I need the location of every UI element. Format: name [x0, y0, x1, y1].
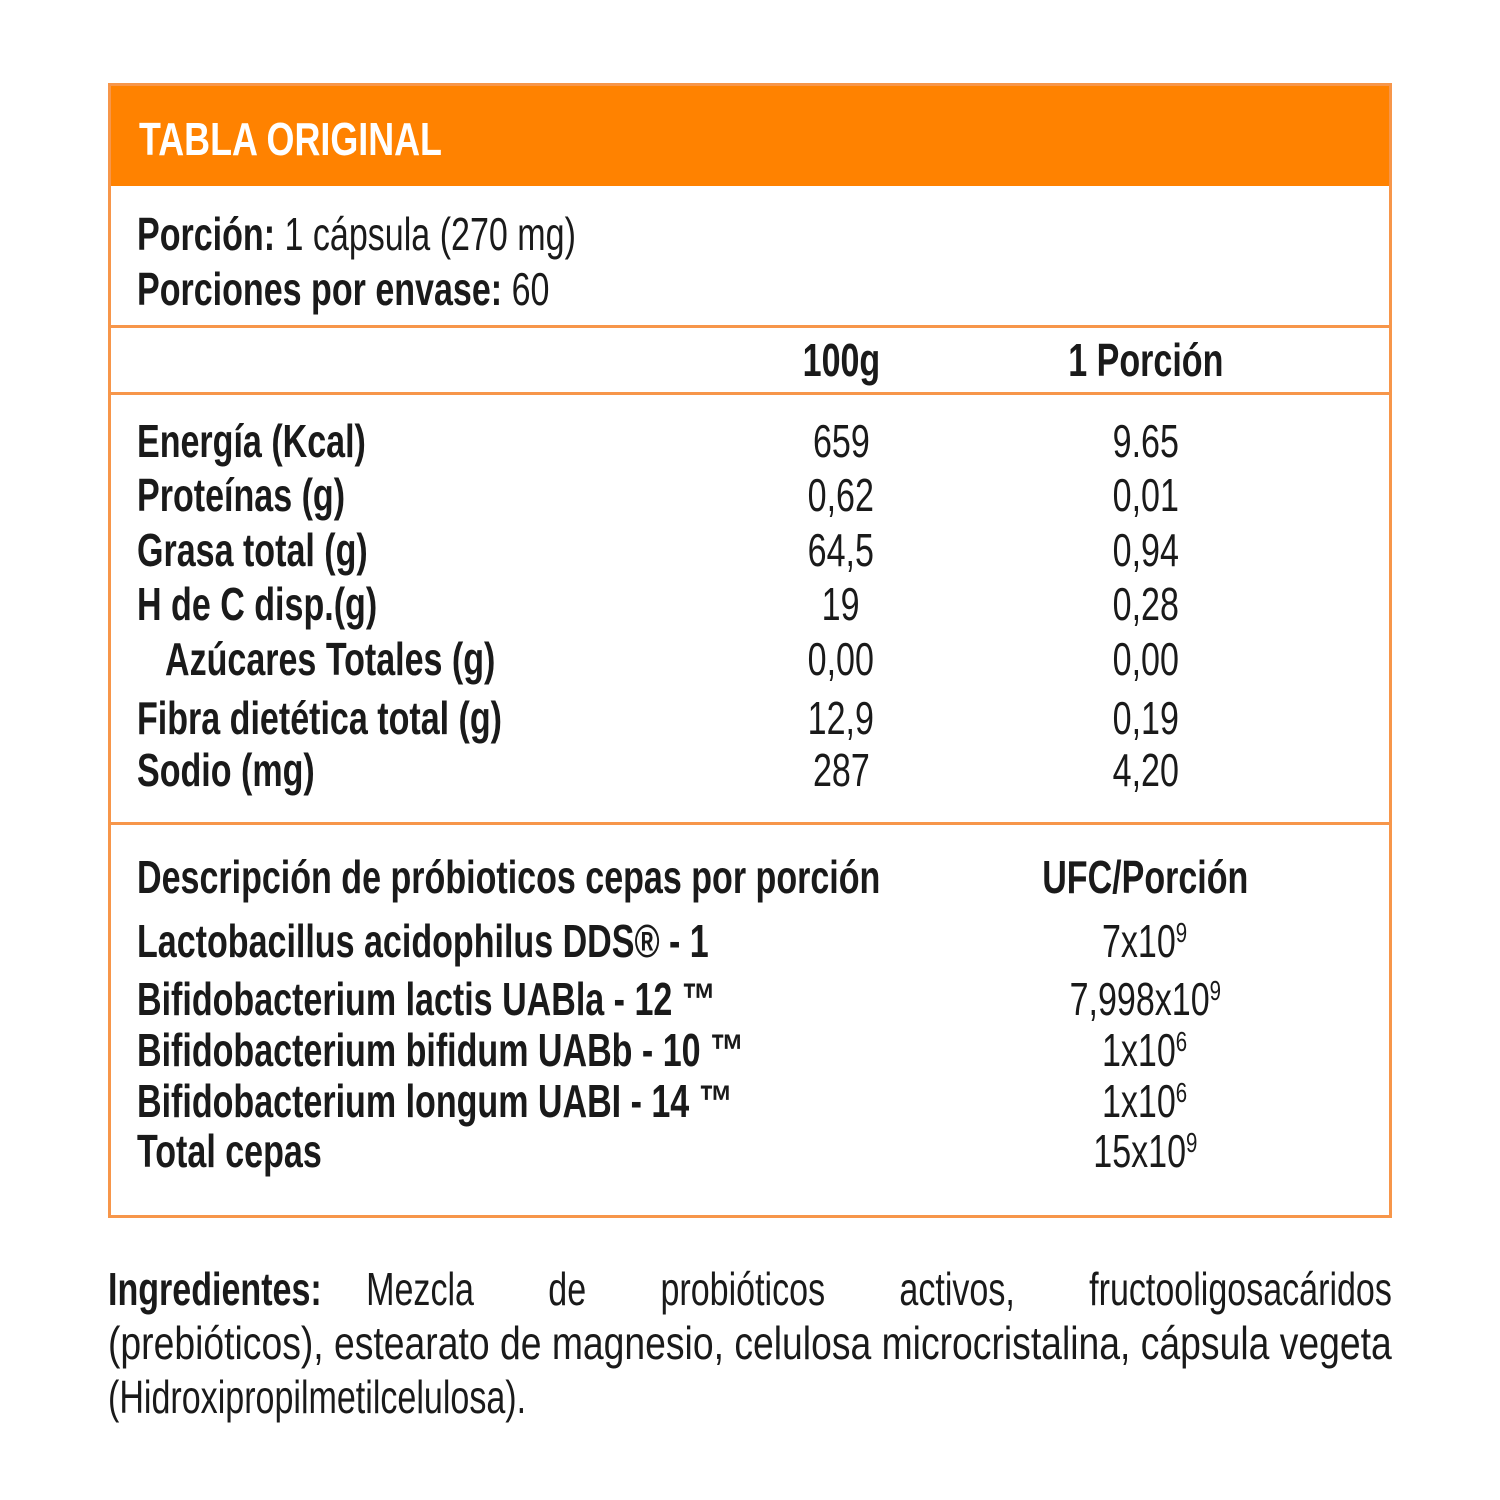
probiotic-name: Lactobacillus acidophilus DDS® - 1 [137, 915, 709, 967]
probiotic-ufc: $1x10^6$ [1102, 1075, 1188, 1127]
servings-per-container [137, 263, 694, 315]
serving-size-value: 1 cápsula (270 mg) [284, 208, 576, 260]
ingredients-line-3 [108, 1370, 1392, 1424]
nutrient-name: Energía (Kcal) [137, 415, 366, 467]
servings-per-container-label: Porciones por envase: [137, 263, 503, 315]
nutrient-per-100g: 0,00 [807, 633, 875, 685]
probiotic-name: Bifidobacterium bifidum UABb - 10 ™ [137, 1024, 745, 1076]
nutrient-per-portion: 0,94 [1112, 524, 1180, 576]
nutrient-per-portion: 0,01 [1112, 469, 1180, 521]
column-header-100g: 100g [802, 334, 880, 386]
nutrient-per-portion: 0,28 [1112, 578, 1180, 630]
nutrient-per-100g: 19 [822, 578, 860, 630]
serving-size-label: Porción: [137, 208, 276, 260]
probiotic-name: Bifidobacterium longum UABI - 14 ™ [137, 1075, 733, 1127]
ingredients-line-1 [108, 1262, 1392, 1316]
serving-size [137, 208, 730, 260]
nutrient-per-portion: 0,19 [1112, 692, 1180, 744]
probiotic-ufc: $1x10^6$ [1102, 1024, 1188, 1076]
probiotics-header-description: Descripción de próbioticos cepas por porción [137, 851, 881, 903]
nutrition-table [108, 83, 1392, 1218]
nutrient-name: Fibra dietética total (g) [137, 692, 503, 744]
nutrient-per-100g: 659 [812, 415, 870, 467]
divider [111, 822, 1389, 825]
nutrient-name: Grasa total (g) [137, 524, 368, 576]
ingredients-text-3: (Hidroxipropilmetilcelulosa). [108, 1371, 527, 1423]
nutrient-name-sub: Azúcares Totales (g) [165, 633, 496, 685]
nutrient-per-portion: 9.65 [1112, 415, 1180, 467]
nutrient-per-portion: 0,00 [1112, 633, 1180, 685]
probiotics-header-ufc: UFC/Porción [1041, 851, 1249, 903]
nutrient-per-100g: 287 [812, 744, 870, 796]
probiotic-name: Bifidobacterium lactis UABla - 12 ™ [137, 973, 716, 1025]
nutrient-per-100g: 0,62 [807, 469, 875, 521]
nutrient-per-portion: 4,20 [1112, 744, 1180, 796]
column-header-portion: 1 Porción [1068, 334, 1224, 386]
ingredients [108, 1262, 1392, 1424]
probiotic-ufc: $7,998x10^9$ [1069, 973, 1221, 1025]
ingredients-text-2: (prebióticos), estearato de magnesio, celulosa microcristalina, cápsula vegeta [108, 1317, 1392, 1369]
nutrient-name: Sodio (mg) [137, 744, 315, 796]
nutrient-per-100g: 64,5 [807, 524, 875, 576]
table-header-bar [111, 86, 1389, 186]
divider [111, 325, 1389, 328]
divider [111, 392, 1389, 395]
ingredients-label: Ingredientes: [108, 1263, 322, 1315]
nutrient-name: H de C disp.(g) [137, 578, 378, 630]
nutrient-name: Proteínas (g) [137, 469, 346, 521]
servings-per-container-value: 60 [511, 263, 550, 315]
probiotic-name: Total cepas [137, 1125, 322, 1177]
table-title: TABLA ORIGINAL [139, 113, 442, 165]
probiotic-ufc: $15x10^9$ [1092, 1125, 1198, 1177]
nutrient-per-100g: 12,9 [807, 692, 875, 744]
ingredients-text-1: Mezcla de probióticos activos, fructooligosacáridos [366, 1263, 1392, 1315]
probiotic-ufc: $7x10^9$ [1102, 915, 1188, 967]
ingredients-line-2 [108, 1316, 1392, 1370]
